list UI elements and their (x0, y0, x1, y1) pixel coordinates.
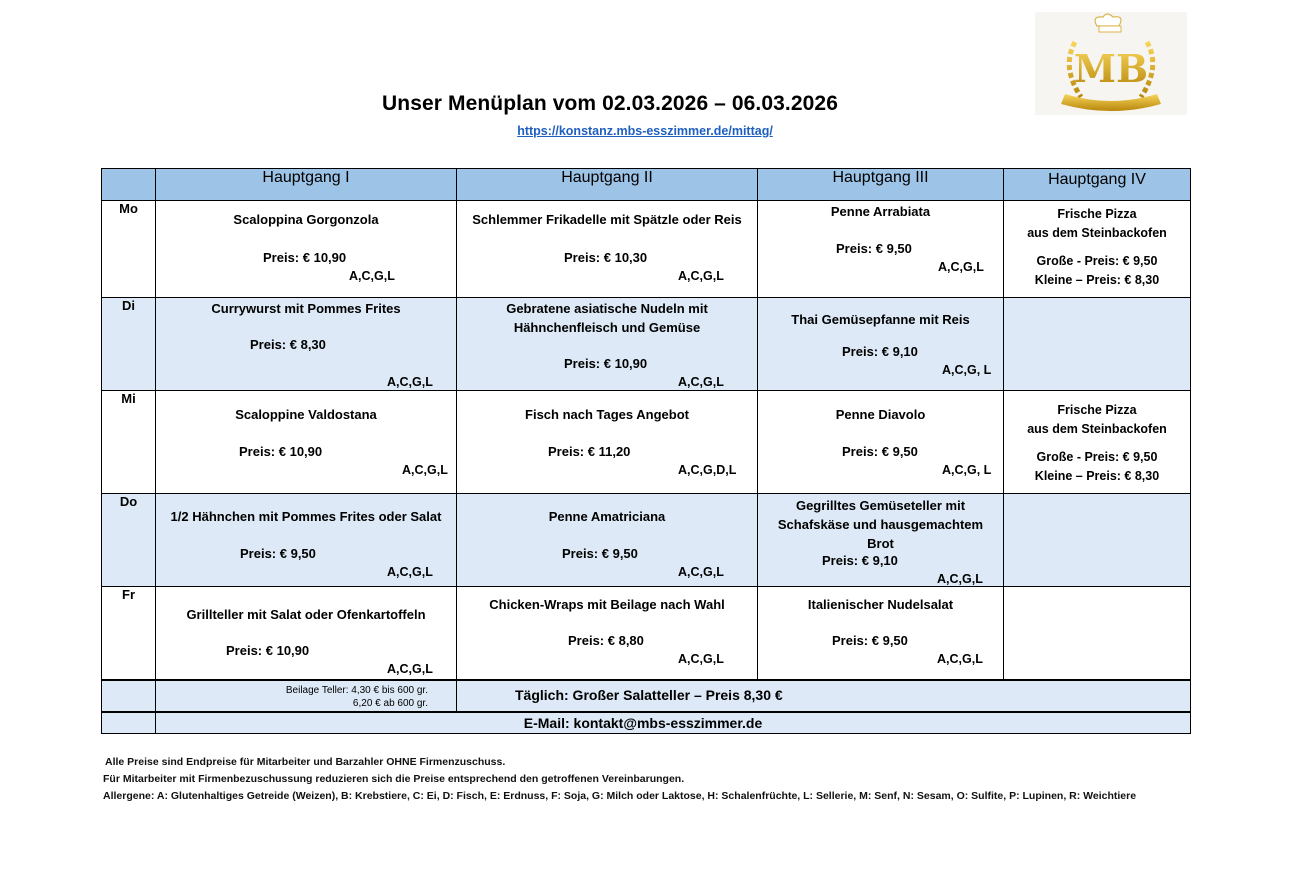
menu-cell (156, 298, 457, 391)
dish-price: Preis: € 8,80 (568, 633, 644, 648)
dish-name: Grillteller mit Salat oder Ofenkartoffeln (186, 607, 426, 622)
table-row (102, 298, 1191, 391)
dish-price: Preis: € 8,30 (250, 337, 326, 352)
menu-cell-pizza (1004, 391, 1191, 494)
dish-name: Scaloppine Valdostana (235, 407, 377, 422)
dish-price: Preis: € 9,50 (836, 241, 912, 256)
dish-name: Thai Gemüsepfanne mit Reis (791, 312, 970, 327)
note-line: Allergene: A: Glutenhaltiges Getreide (Weizen), B: Krebstiere, C: Ei, D: Fisch, E: Erdnuss, F: Soja, G: Milch oder Laktose, H: Schalenfrüchte, L: Sellerie, M: Senf, N: Sesam, O: Sulfite, P: Lupinen, R: Weichtiere (103, 790, 1137, 802)
dish-allergens: A,C,G,L (678, 565, 724, 579)
header-hauptgang-3: Hauptgang III (758, 169, 1004, 201)
dish-name: Penne Arrabiata (830, 204, 931, 219)
table-row (102, 587, 1191, 681)
menu-table (101, 168, 1191, 734)
table-row (102, 494, 1191, 587)
dish-allergens: A,C,G, L (942, 463, 992, 477)
note-line: Für Mitarbeiter mit Firmenbezuschussung reduzieren sich die Preise entsprechend den getroffenen Vereinbarungen. (103, 773, 685, 785)
dish-name: Fisch nach Tages Angebot (525, 407, 689, 422)
dish-allergens: A,C,G,D,L (678, 463, 737, 477)
dish-price: Preis: € 10,30 (564, 250, 648, 265)
dish-price: Preis: € 9,10 (842, 344, 918, 359)
svg-text:MB: MB (1073, 46, 1149, 91)
dish-name (758, 494, 1003, 553)
note-line: Alle Preise sind Endpreise für Mitarbeiter und Barzahler OHNE Firmenzuschuss. (105, 756, 506, 768)
table-row (102, 201, 1191, 298)
dish-allergens: A,C,G,L (678, 269, 724, 283)
menu-cell (457, 494, 758, 587)
dish-name (457, 298, 757, 337)
menu-cell (156, 201, 457, 298)
day-label: Do (102, 494, 156, 587)
menu-cell (156, 391, 457, 494)
daily-offer-cell (457, 680, 1191, 712)
email-row (102, 712, 1191, 734)
table-row (102, 391, 1191, 494)
dish-price: Preis: € 10,90 (226, 643, 310, 658)
dish-name: Penne Diavolo (835, 407, 926, 422)
dish-name: Chicken-Wraps mit Beilage nach Wahl (489, 597, 725, 612)
header-hauptgang-1: Hauptgang I (156, 169, 457, 201)
dish-allergens: A,C,G, L (942, 363, 992, 377)
dish-allergens: A,C,G,L (402, 463, 448, 477)
dish-price: Preis: € 11,20 (548, 444, 631, 459)
dish-name-line: Hähnchenfleisch und Gemüse (513, 320, 701, 335)
pizza-small-price: Kleine – Preis: € 8,30 (1034, 272, 1160, 287)
dish-name-line: Brot (867, 536, 894, 551)
menu-cell (156, 587, 457, 681)
menu-cell-empty (1004, 298, 1191, 391)
header-hauptgang-2: Hauptgang II (457, 169, 758, 201)
dish-allergens: A,C,G,L (387, 565, 433, 579)
dish-name: Penne Amatriciana (548, 509, 666, 524)
dish-name: Italienischer Nudelsalat (807, 597, 954, 612)
menu-cell (758, 298, 1004, 391)
menu-cell (758, 494, 1004, 587)
menu-cell (457, 587, 758, 681)
dish-allergens: A,C,G,L (678, 375, 724, 389)
dish-allergens: A,C,G,L (937, 572, 983, 586)
day-label: Mi (102, 391, 156, 494)
dish-name-line: Schafskäse und hausgemachtem (777, 517, 984, 532)
empty-day-cell (102, 712, 156, 734)
menu-cell-empty (1004, 494, 1191, 587)
dish-price: Preis: € 10,90 (564, 356, 648, 371)
dish-allergens: A,C,G,L (387, 375, 433, 389)
day-label: Di (102, 298, 156, 391)
page-title: Unser Menüplan vom 02.03.2026 – 06.03.2026 (382, 92, 838, 115)
pizza-title: Frische Pizza (1057, 403, 1137, 417)
dish-price: Preis: € 9,50 (832, 633, 908, 648)
day-label: Mo (102, 201, 156, 298)
pizza-subtitle: aus dem Steinbackofen (1027, 421, 1167, 436)
dish-allergens: A,C,G,L (938, 260, 984, 274)
dish-price: Preis: € 9,50 (562, 546, 638, 561)
daily-offer-row (102, 680, 1191, 712)
dish-price: Preis: € 10,90 (263, 250, 347, 265)
menu-cell-pizza (1004, 201, 1191, 298)
menu-cell (758, 201, 1004, 298)
pizza-title: Frische Pizza (1057, 207, 1137, 221)
daily-offer-text: Täglich: Großer Salatteller – Preis 8,30 € (515, 687, 783, 703)
menu-cell (457, 298, 758, 391)
header-corner (102, 169, 156, 201)
header-hauptgang-4: Hauptgang IV (1004, 169, 1191, 201)
dish-price: Preis: € 10,90 (239, 444, 323, 459)
pizza-large-price: Große - Preis: € 9,50 (1036, 254, 1158, 268)
dish-name-line: Gegrilltes Gemüseteller mit (795, 498, 966, 513)
dish-name: Schlemmer Frikadelle mit Spätzle oder Reis (472, 212, 742, 227)
day-label: Fr (102, 587, 156, 681)
dish-price: Preis: € 9,50 (240, 546, 316, 561)
dish-allergens: A,C,G,L (387, 662, 433, 676)
email-text[interactable]: E-Mail: kontakt@mbs-esszimmer.de (523, 715, 763, 731)
menu-cell (457, 201, 758, 298)
pizza-subtitle: aus dem Steinbackofen (1027, 225, 1167, 240)
menu-cell (758, 391, 1004, 494)
dish-price: Preis: € 9,10 (822, 553, 898, 568)
dish-name: Currywurst mit Pommes Frites (211, 301, 401, 316)
dish-name: Scaloppina Gorgonzola (233, 212, 379, 227)
menu-link[interactable]: https://konstanz.mbs-esszimmer.de/mittag/ (517, 124, 773, 138)
dish-price: Preis: € 9,50 (842, 444, 918, 459)
dish-allergens: A,C,G,L (349, 269, 395, 283)
beilage-cell (156, 680, 457, 712)
menu-cell-empty (1004, 587, 1191, 681)
dish-name: 1/2 Hähnchen mit Pommes Frites oder Salat (170, 509, 442, 524)
dish-name-line: Gebratene asiatische Nudeln mit (506, 301, 708, 316)
menu-cell (758, 587, 1004, 681)
menu-cell (457, 391, 758, 494)
empty-day-cell (102, 680, 156, 712)
beilage-line: Beilage Teller: 4,30 € bis 600 gr. (285, 685, 428, 696)
dish-allergens: A,C,G,L (937, 652, 983, 666)
footnotes (103, 754, 1136, 805)
header-row (102, 169, 1191, 201)
menu-cell (156, 494, 457, 587)
dish-allergens: A,C,G,L (678, 652, 724, 666)
email-cell (156, 712, 1191, 734)
pizza-small-price: Kleine – Preis: € 8,30 (1034, 468, 1160, 483)
beilage-line: 6,20 € ab 600 gr. (352, 698, 428, 709)
pizza-large-price: Große - Preis: € 9,50 (1036, 450, 1158, 464)
